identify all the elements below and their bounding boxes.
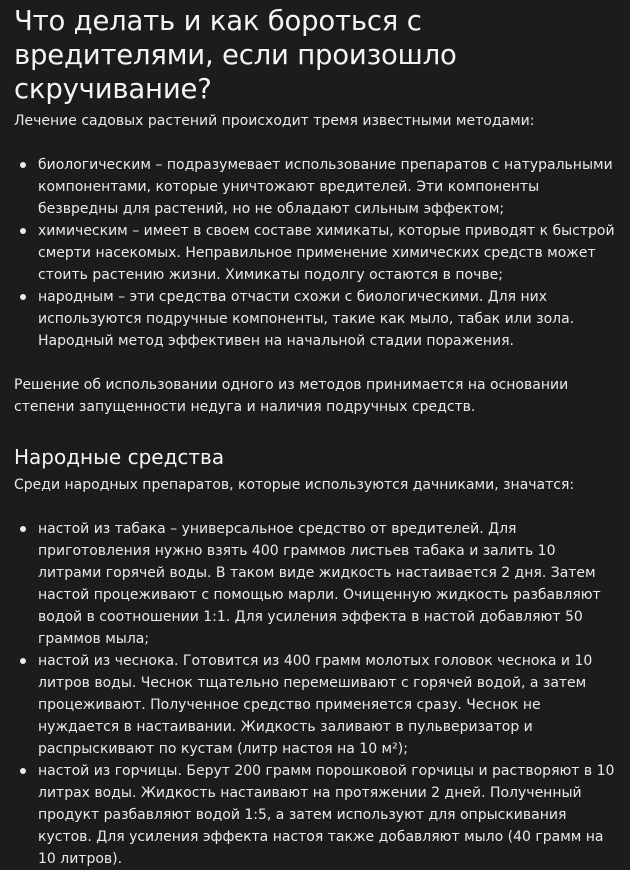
list-item-tobacco-infusion: настой из табака – универсальное средство от вредителей. Для приготовления нужно взять 400 граммов листьев табака и залить 10 литрами горячей воды. В таком виде жидкость настаивается 2 дня. Затем настой процеживают с помощью марли. Очищенную жидкость разбавляют водой в соотношении 1:1. Для усиления эффекта в настой добавляют 50 граммов мыла; bbox=[38, 518, 616, 650]
remedies-list bbox=[14, 518, 616, 870]
list-item-biological-method: биологическим – подразумевает использование препаратов с натуральными компонентами, которые уничтожают вредителей. Эти компоненты безвредны для растений, но не обладают сильным эффектом; bbox=[38, 154, 616, 220]
list-item-mustard-infusion: настой из горчицы. Берут 200 грамм порошковой горчицы и растворяют в 10 литрах воды. Жидкость настаивают на протяжении 2 дней. Полученный продукт разбавляют водой 1:5, а затем используют для опрыскивания кустов. Для усиления эффекта настоя также добавляют мыло (40 грамм на 10 литров). bbox=[38, 760, 616, 870]
list-item-chemical-method: химическим – имеет в своем составе химикаты, которые приводят к быстрой смерти насекомых. Неправильное применение химических средств может стоить растению жизни. Химикаты подолгу остаются в почве; bbox=[38, 220, 616, 286]
methods-list bbox=[14, 154, 616, 352]
methods-intro-paragraph: Лечение садовых растений происходит тремя известными методами: bbox=[14, 113, 535, 129]
article-body bbox=[0, 4, 630, 870]
remedies-intro-paragraph: Среди народных препаратов, которые используются дачниками, значатся: bbox=[14, 477, 575, 493]
section-heading-pest-control: Что делать и как бороться с вредителями, если произошло скручивание? bbox=[14, 5, 457, 105]
list-item-folk-method: народным – эти средства отчасти схожи с биологическими. Для них используются подручные компоненты, такие как мыло, табак или зола. Народный метод эффективен на начальной стадии поражения. bbox=[38, 286, 616, 352]
methods-conclusion-paragraph: Решение об использовании одного из методов принимается на основании степени запущенности недуга и наличия подручных средств. bbox=[14, 377, 569, 415]
list-item-garlic-infusion: настой из чеснока. Готовится из 400 грамм молотых головок чеснока и 10 литров воды. Чеснок тщательно перемешивают с горячей водой, а затем процеживают. Полученное средство применяется сразу. Чеснок не нуждается в настаивании. Жидкость заливают в пульверизатор и распрыскивают по кустам (литр настоя на 10 м²); bbox=[38, 650, 616, 760]
section-heading-folk-remedies: Народные средства bbox=[14, 445, 225, 469]
